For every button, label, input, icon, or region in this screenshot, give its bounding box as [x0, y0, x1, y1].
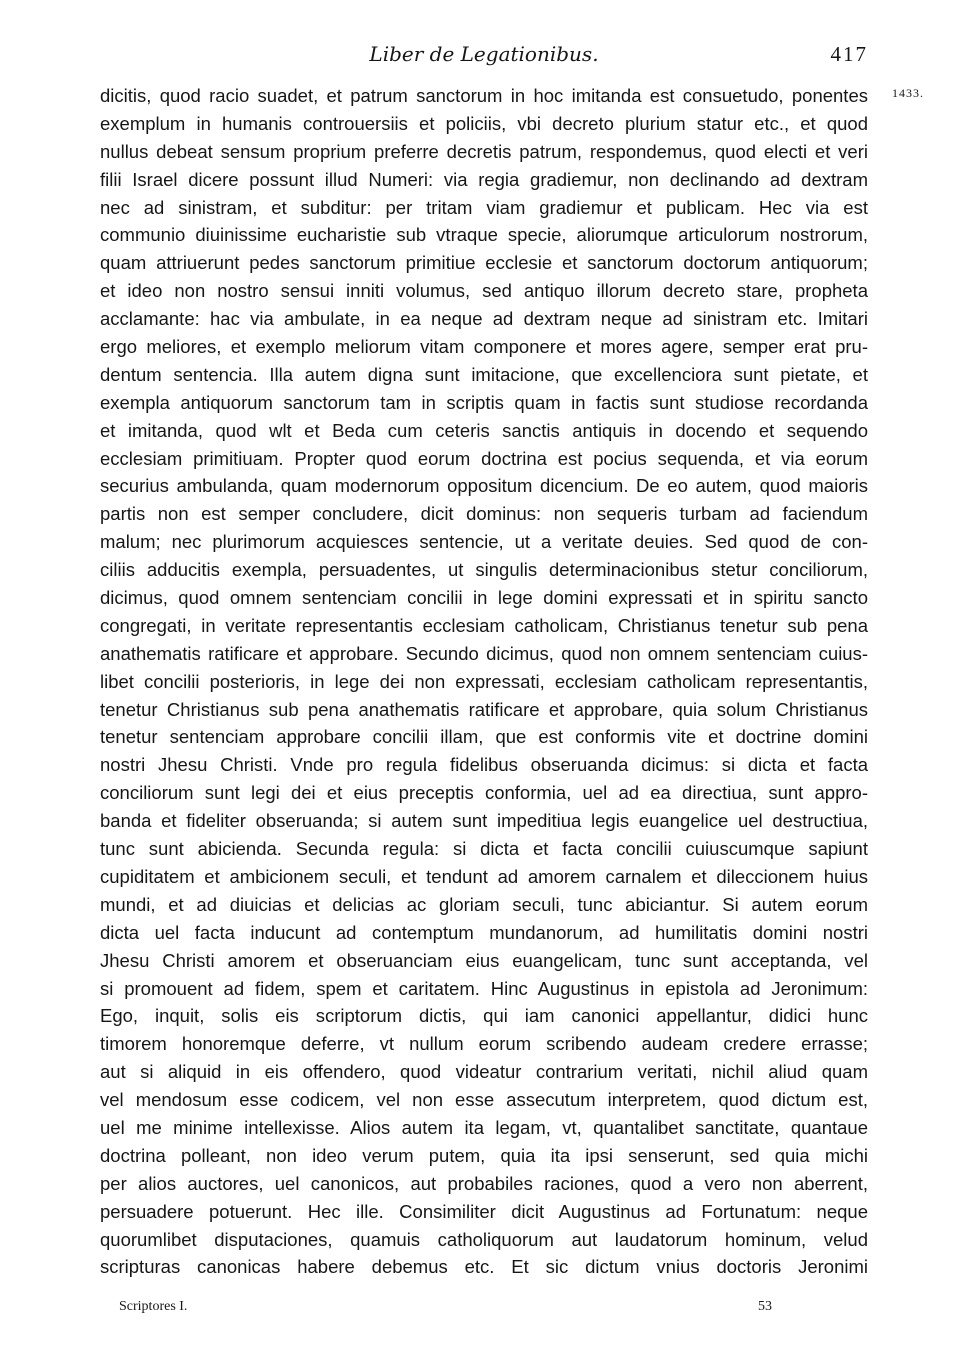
- text-line: vel mendosum esse codicem, vel non esse assecutum interpretem, quod dictum est,: [100, 1089, 868, 1111]
- text-line: tenetur sentenciam approbare concilii illam, que est conformis vite et doctrine domini: [100, 726, 868, 748]
- text-line: persuadere potuerunt. Hec ille. Consimiliter dicit Augustinus ad Fortunatum: neque: [100, 1200, 868, 1222]
- text-line: ciliis adducitis exempla, persuadentes, ut singulis determinacionibus stetur conciliorum,: [100, 559, 868, 581]
- page-number: 417: [830, 42, 868, 66]
- text-line: dicimus, quod omnem sentenciam concilii in lege domini expressati et in spiritu sancto: [100, 587, 868, 609]
- text-line: nostri Jhesu Christi. Vnde pro regula fidelibus obseruanda dicimus: si dicta et facta: [100, 754, 868, 776]
- text-line: Ego, inquit, solis eis scriptorum dictis, qui iam canonici appellantur, didici hunc: [100, 1005, 868, 1027]
- text-line: uel me minime intellexisse. Alios autem ita legam, vt, quantalibet sanctitate, quantaue: [100, 1116, 868, 1138]
- text-line: ecclesiam primitiuam. Propter quod eorum doctrina est pocius sequenda, et via eorum: [100, 447, 868, 469]
- text-line: anathematis ratificare et approbare. Secundo dicimus, quod non omnem sentenciam cuius-: [100, 642, 868, 664]
- text-line: et imitanda, quod wlt et Beda cum ceteris sanctis antiquis in docendo et sequendo: [100, 419, 868, 441]
- text-line: tenetur Christianus sub pena anathematis ratificare et approbare, quia solum Christianus: [100, 698, 868, 720]
- margin-year-note: 1433.: [892, 86, 924, 100]
- text-line: quam attriuerunt pedes sanctorum primitiue ecclesie et sanctorum doctorum antiquorum;: [100, 252, 868, 274]
- footer-signature: Scriptores I.: [119, 1299, 188, 1314]
- text-line: scripturas canonicas habere debemus etc. Et sic dictum vnius doctoris Jeronimi: [100, 1256, 868, 1278]
- text-line: aut si aliquid in eis offendero, quod videatur contrarium veritati, nichil aliud quam: [100, 1061, 868, 1083]
- text-line: conciliorum sunt legi dei et eius preceptis conformia, uel ad ea directiua, sunt appro-: [100, 782, 868, 804]
- text-line: Jhesu Christi amorem et obseruanciam eius euangelicam, tunc sunt acceptanda, vel: [100, 949, 868, 971]
- text-line: tunc sunt abicienda. Secunda regula: si dicta et facta concilii cuiuscumque sapiunt: [100, 838, 868, 860]
- text-line: securius ambulanda, quam modernorum oppositum dicencium. De eo autem, quod maioris: [100, 475, 868, 497]
- running-head: [100, 40, 868, 68]
- text-line: et ideo non nostro sensui inniti volumus, sed antiquo illorum decreto stare, propheta: [100, 280, 868, 302]
- footer-sheet-number: 53: [758, 1299, 772, 1314]
- text-line: doctrina polleant, non ideo verum putem, quia ita ipsi senserunt, sed quia michi: [100, 1144, 868, 1166]
- text-line: congregati, in veritate representantis ecclesiam catholicam, Christianus tenetur sub pena: [100, 614, 868, 636]
- text-line: dentum sentencia. Illa autem digna sunt imitacione, que excellenciora sunt pietate, et: [100, 363, 868, 385]
- body-text: [100, 82, 868, 1281]
- running-head-title: Liber de Legationibus.: [369, 42, 599, 66]
- text-line: banda et fideliter obseruanda; si autem sunt impeditiua legis euangelice uel destructiua,: [100, 810, 868, 832]
- text-line: dicta uel facta inducunt ad contemptum mundanorum, ad humilitatis domini nostri: [100, 921, 868, 943]
- text-line: exemplum in humanis controuersiis et policiis, vbi decreto plurium statur etc., et quod: [100, 112, 868, 134]
- text-line: nec ad sinistram, et subditur: per tritam viam gradiemur et publicam. Hec via est: [100, 196, 868, 218]
- text-line: timorem honoremque deferre, vt nullum eorum scribendo audeam credere errasse;: [100, 1033, 868, 1055]
- text-line: malum; nec plurimorum acquiesces sentencie, ut a veritate deuies. Sed quod de con-: [100, 531, 868, 553]
- text-line: per alios auctores, uel canonicos, aut probabiles raciones, quod a vero non aberrent,: [100, 1172, 868, 1194]
- text-line: exempla antiquorum sanctorum tam in scriptis quam in factis sunt studiose recordanda: [100, 391, 868, 413]
- text-line: nullus debeat sensum proprium preferre decretis patrum, respondemus, quod electi et veri: [100, 140, 868, 162]
- text-line: partis non est semper concludere, dicit dominus: non sequeris turbam ad faciendum: [100, 503, 868, 525]
- text-line: cupiditatem et ambicionem seculi, et tendunt ad amorem carnalem et dileccionem huius: [100, 865, 868, 887]
- text-line: filii Israel dicere possunt illud Numeri: via regia gradiemur, non declinando ad dextram: [100, 168, 868, 190]
- page-footer: [119, 1297, 819, 1317]
- text-line: quorumlibet disputaciones, quamuis catholiquorum aut laudatorum hominum, velud: [100, 1228, 868, 1250]
- text-line: acclamante: hac via ambulate, in ea neque ad dextram neque ad sinistram etc. Imitari: [100, 308, 868, 330]
- text-line: communio diuinissime eucharistie sub vtraque specie, aliorumque articulorum nostrorum,: [100, 224, 868, 246]
- text-line: si promouent ad fidem, spem et caritatem. Hinc Augustinus in epistola ad Jeronimum:: [100, 977, 868, 999]
- text-line: dicitis, quod racio suadet, et patrum sanctorum in hoc imitanda est consuetudo, ponentes: [100, 85, 868, 106]
- text-line: ergo meliores, et exemplo meliorum vitam componere et mores agere, semper erat pru-: [100, 336, 868, 358]
- text-line: libet concilii posterioris, in lege dei non expressati, ecclesiam catholicam representantis,: [100, 670, 868, 692]
- text-line: mundi, et ad diuicias et delicias ac gloriam seculi, tunc abiciantur. Si autem eorum: [100, 893, 868, 915]
